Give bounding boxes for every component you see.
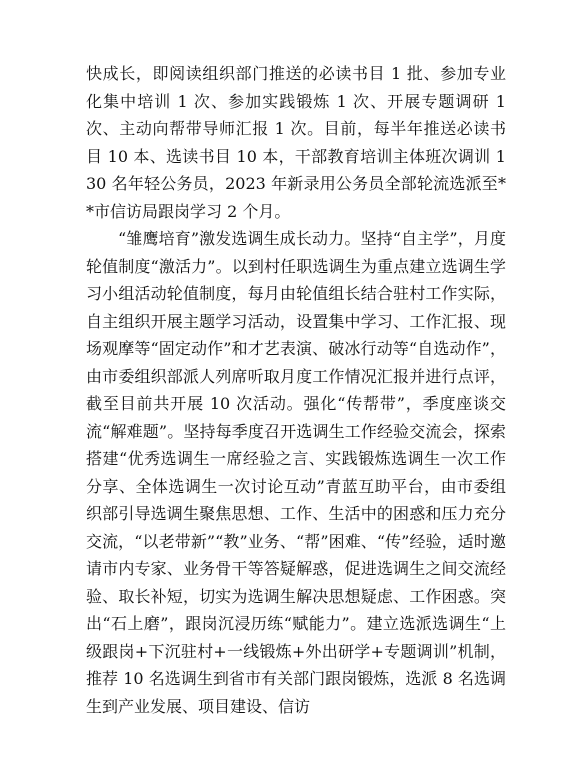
paragraph-2: “雏鹰培育”激发选调生成长动力。坚持“自主学”，月度轮值制度“激活力”。以到村任职选调生为重点建立选调生学习小组活动轮值制度，每月由轮值组长结合驻村工作实际，自主组织开展主题学习活动，设置集中学习、工作汇报、现场观摩等“固定动作”和才艺表演、破冰行动等“自选动作”，由市委组织部派人列席听取月度工作情况汇报并进行点评，截至目前共开展 10 次活动。强化“传帮带”，季度座谈交流“解难题”。坚持每季度召开选调生工作经验交流会，探索搭建“优秀选调生一席经验之言、实践锻炼选调生一次工作分享、全体选调生一次讨论互动”青蓝互助平台，由市委组织部引导选调生聚焦思想、工作、生活中的困惑和压力充分交流，“以老带新”“教”业务、“帮”困难、“传”经验，适时邀请市内专家、业务骨干等答疑解惑，促进选调生之间交流经验、取长补短，切实为选调生解决思想疑虑、工作困惑。突出“石上磨”，跟岗沉浸历练“赋能力”。建立选派选调生“上级跟岗+下沉驻村+一线锻炼+外出研学+专题调训”机制，推荐 10 名选调生到省市有关部门跟岗锻炼，选派 8 名选调生到产业发展、项目建设、信访 <box>86 229 506 716</box>
paragraph-1: 快成长，即阅读组织部门推送的必读书目 1 批、参加专业化集中培训 1 次、参加实践锻炼 1 次、开展专题调研 1 次、主动向帮带导师汇报 1 次。目前，每半年推送必读书目 10 本、选读书目 10 本，干部教育培训主体班次调训 130 名年轻公务员，2023 年新录用公务员全部轮流选派至**市信访局跟岗学习 2 个月。 <box>86 64 506 221</box>
document-body <box>86 60 506 720</box>
